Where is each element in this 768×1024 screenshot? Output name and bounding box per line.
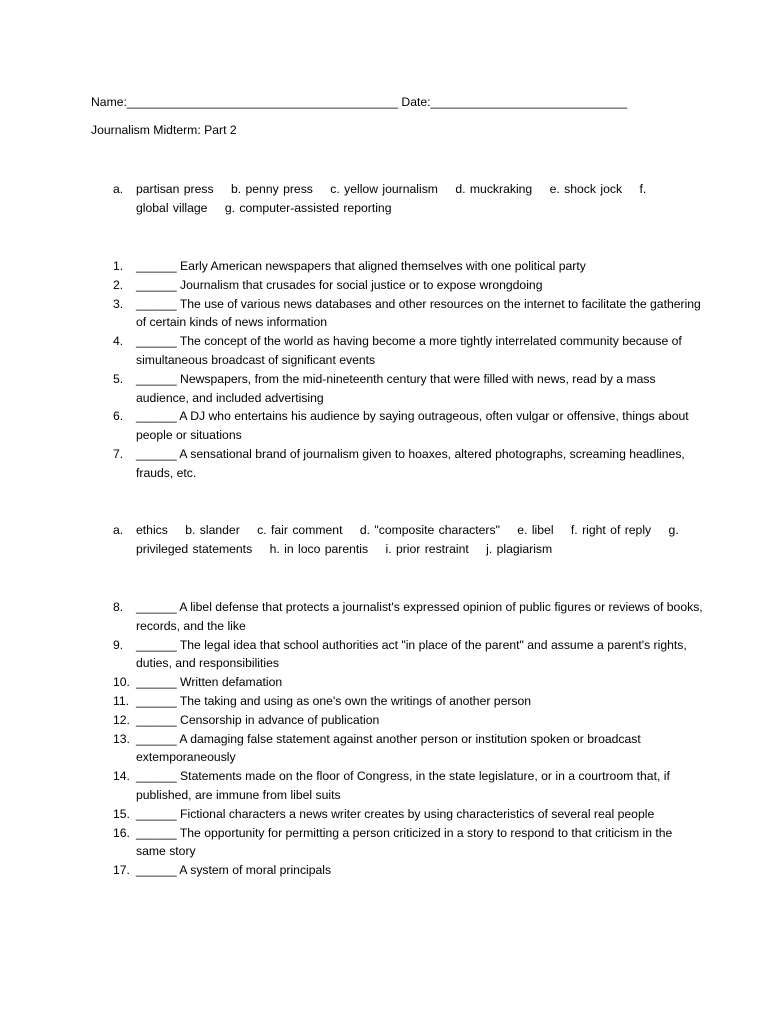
header-fields [91,93,627,112]
question-text: ______ Newspapers, from the mid-nineteenth century that were filled with news, read by a mass audience, and included advertising [136,371,656,405]
question-item [113,257,703,276]
question-text: ______ A damaging false statement against another person or institution spoken or broadcast extemporaneously [136,731,641,765]
question-number: 16. [113,825,130,840]
question-number: 14. [113,769,130,784]
question-item [113,730,703,768]
term-c: c. yellow journalism [330,182,438,196]
question-list-1 [113,257,703,483]
term-a: ethics [136,523,168,537]
question-number: 6. [113,409,124,424]
question-number: 1. [113,259,124,273]
question-text: ______ The use of various news databases and other resources on the internet to facilitate the gathering of certain kinds of news information [136,296,701,330]
term-f: f. global village [136,182,647,215]
question-text: ______ A system of moral principals [136,863,332,878]
term-c: c. fair comment [257,523,343,537]
question-text: ______ The concept of the world as having become a more tightly interrelated community because of simultaneous broadcast of significant events [136,334,682,367]
question-item [113,598,703,636]
question-item [113,407,703,445]
question-text: ______ Statements made on the floor of Congress, in the state legislature, or in a courtroom that, if published, are immune from libel suits [136,769,670,802]
question-item [113,824,703,862]
question-item [113,295,703,333]
question-item [113,861,703,880]
question-number: 9. [113,637,124,652]
term-g: g. privileged statements [136,523,679,556]
question-list-2 [113,598,703,880]
question-item [113,370,703,408]
question-text: ______ The taking and using as one's own the writings of another person [136,693,532,708]
question-text: ______ Early American newspapers that aligned themselves with one political party [136,259,586,273]
question-number: 8. [113,600,124,614]
term-h: h. in loco parentis [269,541,369,556]
term-d: d. "composite characters" [359,523,500,537]
page-title: Journalism Midterm: Part 2 [91,123,237,137]
term-a: partisan press [136,182,214,196]
term-e: e. shock jock [549,182,623,196]
term-j: j. plagiarism [486,541,553,556]
word-bank-terms [136,180,683,218]
question-item [113,276,703,295]
question-text: ______ Fictional characters a news writer creates by using characteristics of several real people [136,806,655,821]
question-number: 10. [113,675,130,690]
word-bank-marker: a. [113,523,124,537]
question-item [113,692,703,711]
question-number: 15. [113,806,130,821]
question-number: 12. [113,712,130,727]
question-text: ______ The opportunity for permitting a person criticized in a story to respond to that criticism in the same story [136,825,673,859]
question-item [113,332,703,370]
question-text: ______ Journalism that crusades for social justice or to expose wrongdoing [136,277,543,292]
date-field[interactable]: Date:_____________________________ [401,95,628,109]
question-item [113,767,703,805]
word-bank-1 [113,180,683,218]
term-b: b. penny press [230,182,313,196]
question-text: ______ Written defamation [136,675,283,690]
term-b: b. slander [185,523,240,537]
term-g: g. computer-assisted reporting [224,200,392,215]
word-bank-terms [136,521,683,559]
question-text: ______ A libel defense that protects a journalist's expressed opinion of public figures or reviews of books, records, and the like [136,600,703,633]
question-text: ______ Censorship in advance of publication [136,712,380,727]
term-f: f. right of reply [570,523,652,537]
question-text: ______ A DJ who entertains his audience by saying outrageous, often vulgar or offensive, things about people or situations [136,409,689,443]
word-bank-2 [113,521,683,559]
question-number: 11. [113,693,130,708]
term-d: d. muckraking [455,182,533,196]
question-text: ______ A sensational brand of journalism given to hoaxes, altered photographs, screaming headlines, frauds, etc. [136,446,685,480]
question-number: 17. [113,863,130,878]
question-item [113,805,703,824]
question-item [113,636,703,674]
term-i: i. prior restraint [385,541,469,556]
question-number: 5. [113,371,124,386]
word-bank-marker: a. [113,182,124,196]
question-number: 4. [113,334,124,349]
question-number: 3. [113,296,124,311]
question-item [113,673,703,692]
question-item [113,711,703,730]
question-item [113,445,703,483]
question-text: ______ The legal idea that school authorities act "in place of the parent" and assume a parent's rights, duties, and responsibilities [136,637,687,671]
question-number: 13. [113,731,130,746]
name-field[interactable]: Name:________________________________________ [91,95,399,109]
term-e: e. libel [517,523,554,537]
question-number: 7. [113,446,124,461]
question-number: 2. [113,277,124,292]
